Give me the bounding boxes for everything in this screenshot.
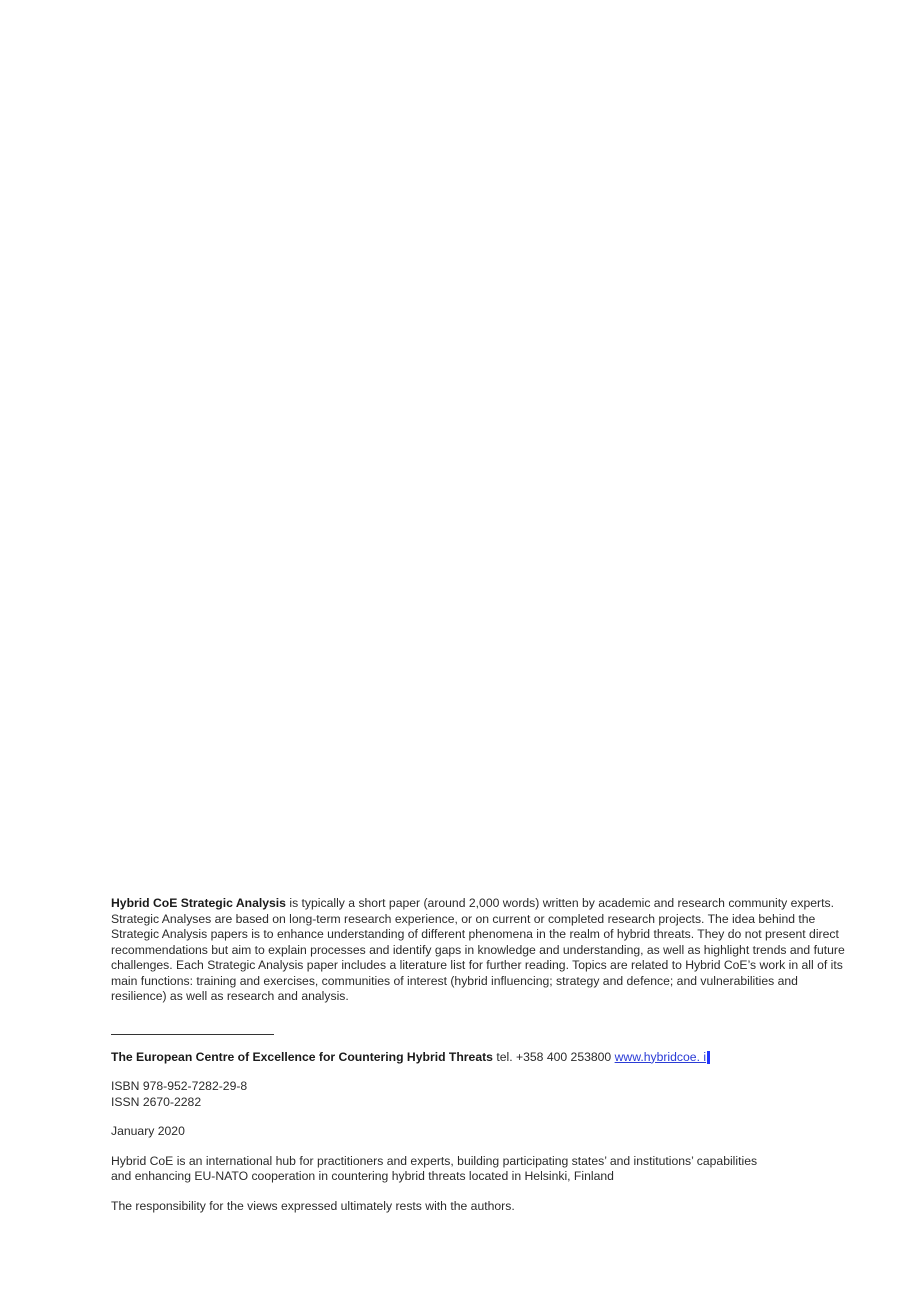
colophon [111,896,846,1214]
description-line-2: and enhancing EU-NATO cooperation in countering hybrid threats located in Helsinki, Finland [111,1169,614,1183]
identifiers [111,1079,846,1110]
about-body: is typically a short paper (around 2,000 words) written by academic and research community experts. Strategic Analyses are based on long-term research experience, or on current or completed research projects. The idea behind the Strategic Analysis papers is to enhance understanding of different phenomena in the realm of hybrid threats. They do not present direct recommendations but aim to explain processes and identify gaps in knowledge and understanding, as well as highlight trends and future challenges. Each Strategic Analysis paper includes a literature list for further reading. Topics are related to Hybrid CoE’s work in all of its main functions: training and exercises, communities of interest (hybrid influencing; strategy and defence; and vulnerabilities and resilience) as well as research and analysis. [111,896,845,1003]
isbn: ISBN 978-952-7282-29-8 [111,1079,248,1093]
description [111,1154,846,1185]
about-title: Hybrid CoE Strategic Analysis [111,896,286,910]
centre-name: The European Centre of Excellence for Countering Hybrid Threats [111,1049,493,1064]
description-line-1: Hybrid CoE is an international hub for practitioners and experts, building participating states’ and institutions’ capabilities [111,1153,758,1168]
about-paragraph [111,896,846,1005]
website-link[interactable]: www.hybridcoe. i [614,1049,707,1064]
divider [111,1034,274,1035]
publication-date: January 2020 [111,1124,185,1138]
centre-line [111,1050,846,1066]
issn: ISSN 2670-2282 [111,1094,202,1109]
text-cursor [707,1051,710,1064]
disclaimer: The responsibility for the views expressed ultimately rests with the authors. [111,1198,515,1213]
centre-phone: tel. +358 400 253800 [492,1049,615,1064]
